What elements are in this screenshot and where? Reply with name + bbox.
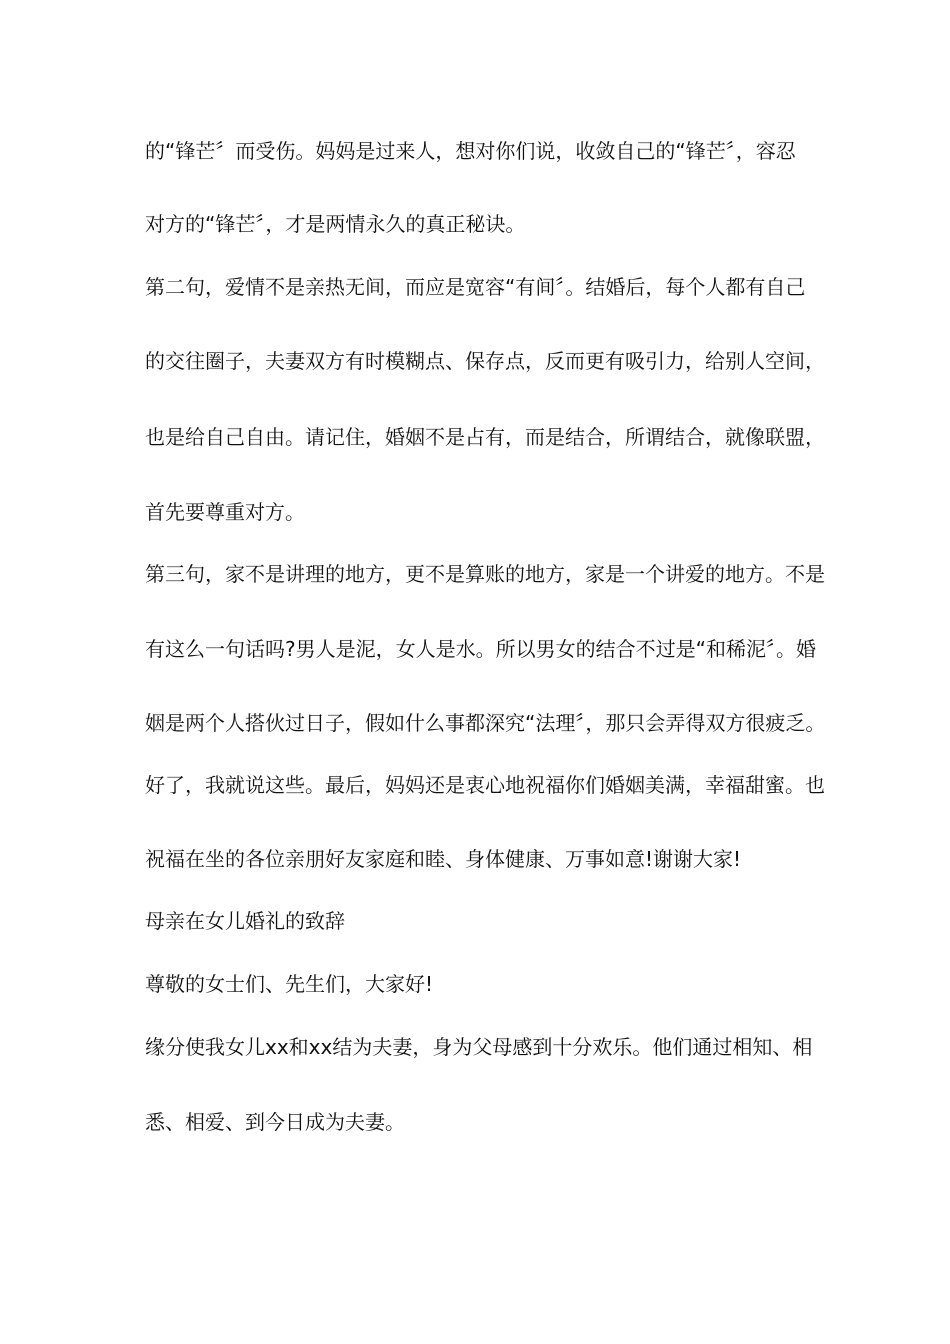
text-line: 首先要尊重对方。 [145,500,305,524]
text-line: 对方的“锋芒〞，才是两情永久的真正秘诀。 [145,212,526,236]
text-line: 有这么一句话吗?男人是泥，女人是水。所以男女的结合不过是“和稀泥〞。婚 [145,637,816,661]
text-line: 第三句，家不是讲理的地方，更不是算账的地方，家是一个讲爱的地方。不是 [145,562,825,586]
text-line: 好了，我就说这些。最后，妈妈还是衷心地祝福你们婚姻美满，幸福甜蜜。也 [145,773,825,797]
greeting-line: 尊敬的女士们、先生们，大家好! [145,972,434,996]
text-line: 也是给自己自由。请记住，婚姻不是占有，而是结合，所谓结合，就像联盟， [145,425,825,449]
text-line: 悉、相爱、到今日成为夫妻。 [145,1110,405,1134]
text-line: 第二句，爱情不是亲热无间，而应是宽容“有间〞。结婚后，每个人都有自己 [145,275,806,299]
text-line: 姻是两个人搭伙过日子，假如什么事都深究“法理〞，那只会弄得双方很疲乏。 [145,711,826,735]
text-line: 的“锋芒〞而受伤。妈妈是过来人，想对你们说，收敛自己的“锋芒〞，容忍 [145,139,796,163]
text-line: 祝福在坐的各位亲朋好友家庭和睦、身体健康、万事如意!谢谢大家! [145,847,742,871]
text-line: 的交往圈子，夫妻双方有时模糊点、保存点，反而更有吸引力，给别人空间， [145,349,825,373]
text-line: 缘分使我女儿xx和xx结为夫妻，身为父母感到十分欢乐。他们通过相知、相 [145,1035,813,1059]
section-title: 母亲在女儿婚礼的致辞 [145,909,345,933]
